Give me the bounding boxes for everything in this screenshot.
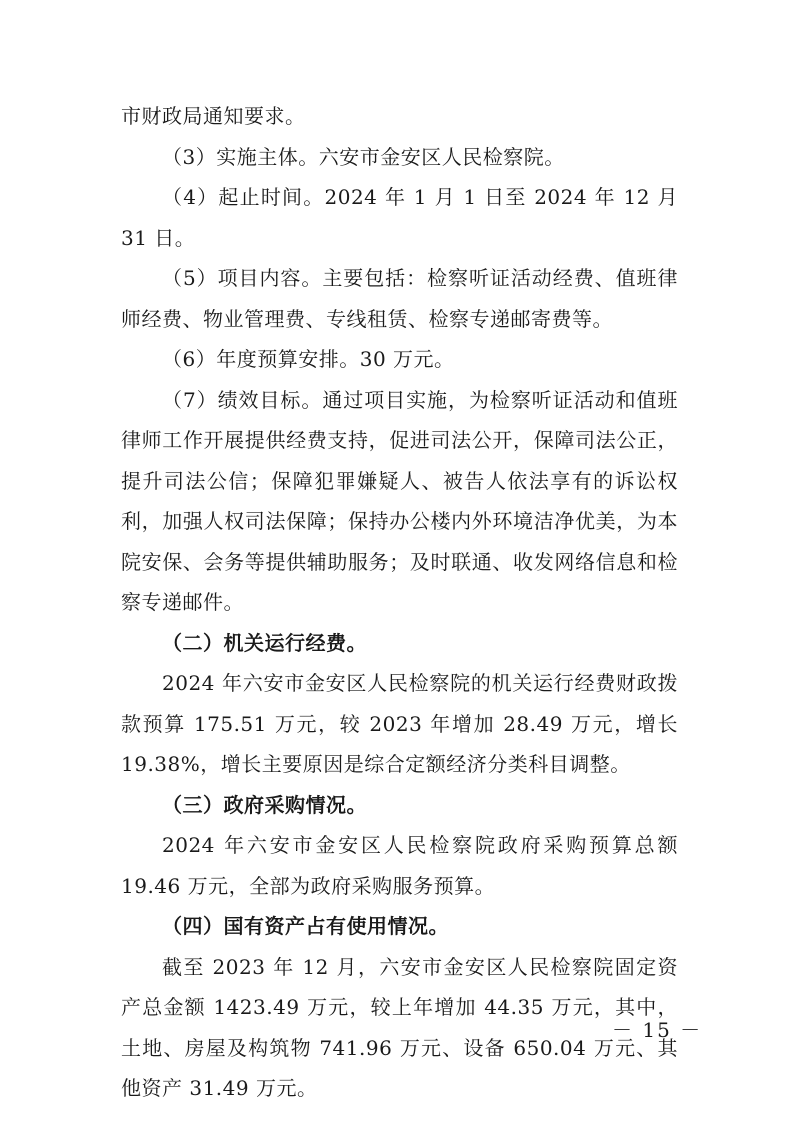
paragraph-7: 2024 年六安市金安区人民检察院的机关运行经费财政拨款预算 175.51 万元，较 2023 年增加 28.49 万元，增长 19.38%，增长主要原因是综合定额经济分类科目调整。	[121, 671, 678, 776]
paragraph-9: 截至 2023 年 12 月，六安市金安区人民检察院固定资产总金额 1423.49 万元，较上年增加 44.35 万元，其中，土地、房屋及构筑物 741.96 万元、设备 650.04 万元、其他资产 31.49 万元。	[121, 954, 678, 1100]
paragraph-1: 市财政局通知要求。	[121, 104, 306, 128]
paragraph-2: （3）实施主体。六安市金安区人民检察院。	[162, 144, 565, 169]
paragraph-6: （7）绩效目标。通过项目实施，为检察听证活动和值班律师工作开展提供经费支持，促进司法公开，保障司法公正，提升司法公信；保障犯罪嫌疑人、被告人依法享有的诉讼权利，加强人权司法保障；保持办公楼内外环境洁净优美，为本院安保、会务等提供辅助服务；及时联通、收发网络信息和检察专递邮件。	[121, 387, 678, 614]
section-heading-3: （三）政府采购情况。	[162, 792, 367, 817]
page-number: － 15 －	[612, 1018, 703, 1042]
paragraph-8: 2024 年六安市金安区人民检察院政府采购预算总额 19.46 万元，全部为政府采购服务预算。	[121, 833, 678, 898]
section-heading-4: （四）国有资产占有使用情况。	[162, 914, 449, 938]
document-body	[121, 96, 678, 1109]
paragraph-5: （6）年度预算安排。30 万元。	[162, 347, 455, 371]
paragraph-4: （5）项目内容。主要包括：检察听证活动经费、值班律师经费、物业管理费、专线租赁、检察专递邮寄费等。	[121, 266, 678, 331]
section-heading-2: （二）机关运行经费。	[162, 630, 367, 655]
paragraph-3: （4）起止时间。2024 年 1 月 1 日至 2024 年 12 月 31 日。	[121, 185, 678, 250]
